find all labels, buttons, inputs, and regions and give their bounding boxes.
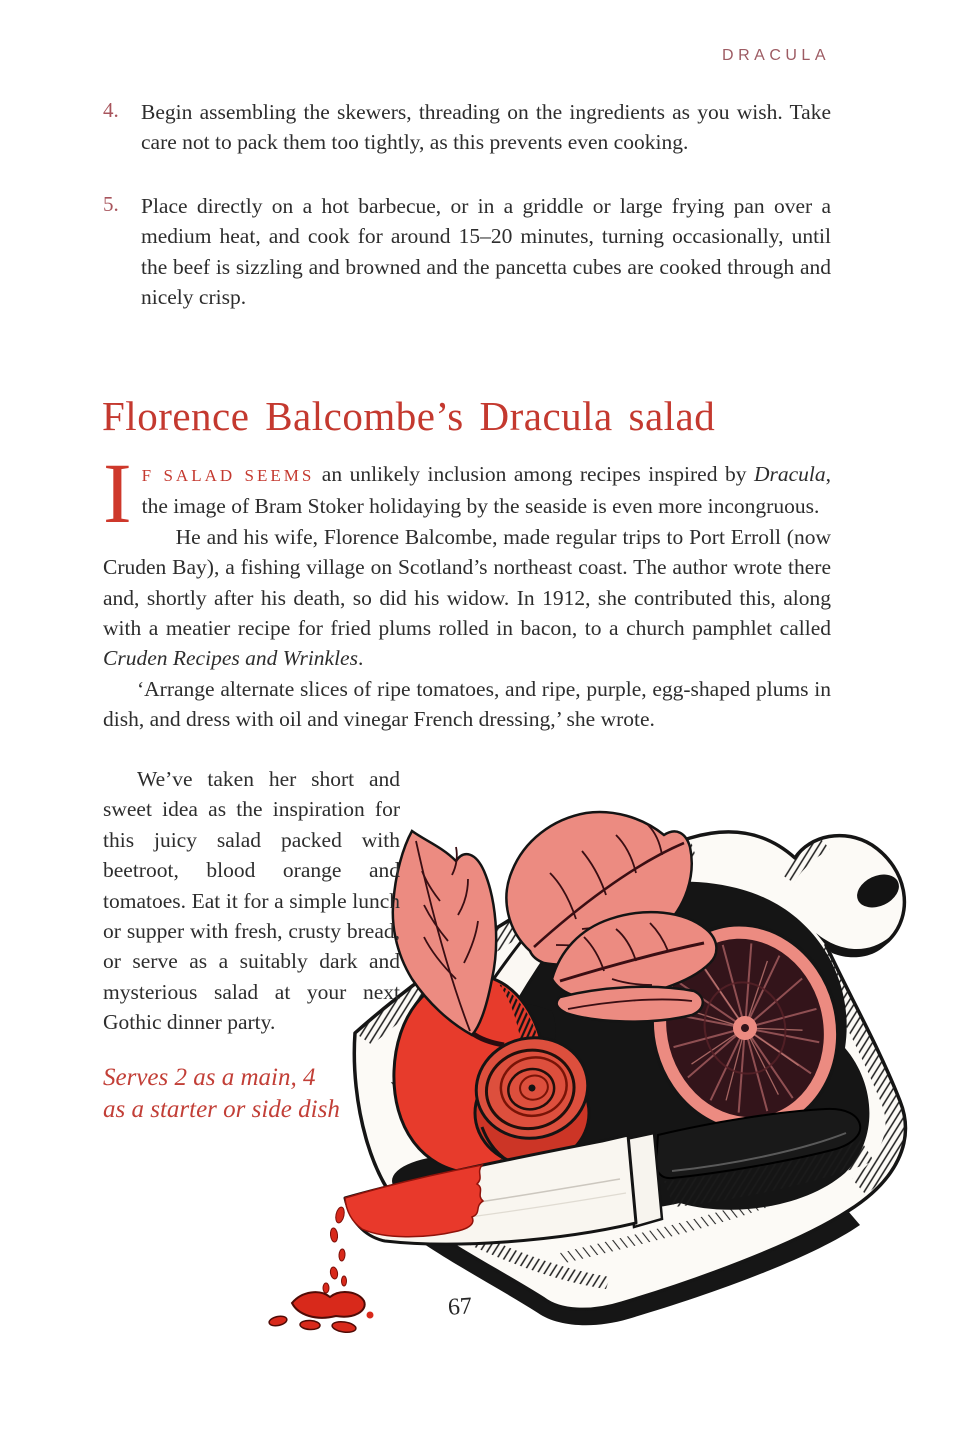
recipe-introduction (103, 445, 832, 735)
page-number: 67 (447, 1293, 473, 1321)
narrow-paragraph: We’ve taken her short and sweet idea as the inspiration for this juicy salad packed with beetroot, blood orange and tomatoes. Eat it for a simple lunch or supper with fresh, crusty bread, or serve as a suitably dark and mysterious salad at your next Gothic dinner party. (103, 767, 400, 1035)
serves-note: Serves 2 as a main, 4 as a starter or side dish (103, 1063, 340, 1123)
step-item (103, 97, 831, 158)
step-text: Begin assembling the skewers, threading on the ingredients as you wish. Take care not to pack them too tightly, as this prevents even cooking. (141, 100, 831, 155)
paragraph: He and his wife, Florence Balcombe, made regular trips to Port Erroll (now Cruden Bay), a fishing village on Scotland’s northeast coast. The author wrote there and, shortly after his death, so did his widow. In 1912, she contributed this, along with a meatier recipe for fried plums rolled in bacon, to a church pamphlet called Cruden Recipes and Wrinkles. (103, 524, 831, 671)
narrow-column (103, 764, 400, 1126)
blood-drips (323, 1206, 347, 1293)
step-number: 4. (103, 98, 119, 122)
step-text: Place directly on a hot barbecue, or in a griddle or large frying pan over a medium heat, and cook for around 15–20 minutes, turning occasionally, until the beef is sizzling and browned and the pancetta cubes are cooked through and nicely crisp. (141, 193, 831, 310)
intro-text: F SALAD SEEMS an unlikely inclusion among recipes inspired by Dracula, the image of Bram Stoker holidaying by the seaside is even more incongruous. (141, 462, 832, 519)
intro-paragraph (103, 445, 832, 541)
recipe-steps (103, 97, 831, 345)
recipe-title: Florence Balcombe’s Dracula salad (102, 393, 716, 439)
drop-cap: I (103, 445, 132, 541)
running-header: DRACULA (722, 47, 830, 64)
paragraph: ‘Arrange alternate slices of ripe tomatoes, and ripe, purple, egg-shaped plums in dish, and dress with oil and vinegar French dressing,’ she wrote. (103, 676, 831, 732)
step-number: 5. (103, 191, 119, 216)
step-item (103, 191, 831, 313)
blood-splatter (268, 1292, 373, 1334)
